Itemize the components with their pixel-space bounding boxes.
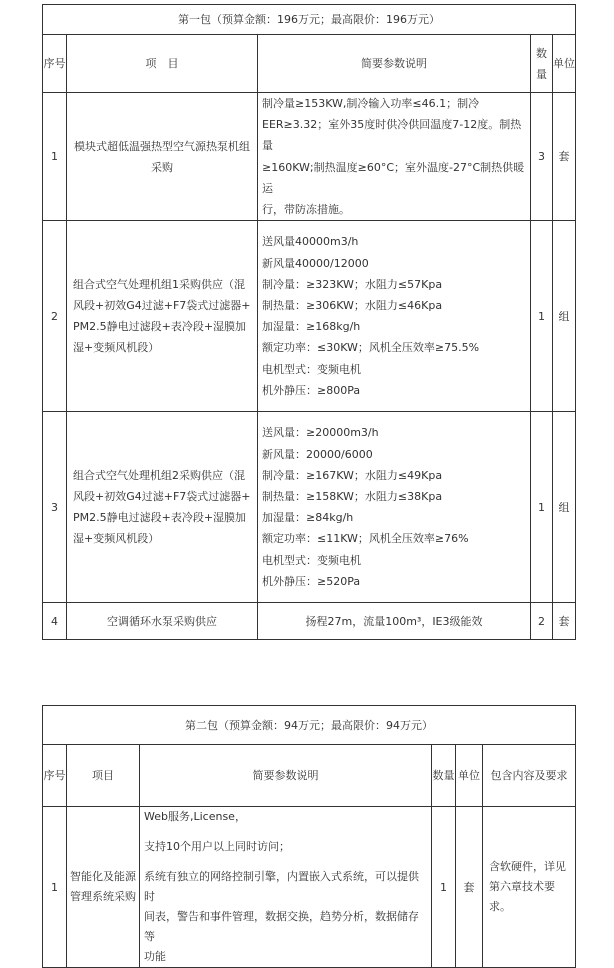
row-unit: 套	[553, 93, 576, 221]
param-line: 送风量40000m3/h	[262, 235, 359, 249]
row-item: 智能化及能源管理系统采购	[67, 807, 140, 968]
header-qty: 数量	[531, 35, 553, 93]
param-line: 支持10个用户以上同时访问；	[144, 840, 290, 853]
row-item: 模块式超低温强热型空气源热泵机组采购	[67, 93, 258, 221]
param-line: 间表，警告和事件管理，数据交换，趋势分析，数据储存等	[144, 910, 419, 943]
package2-title: 第二包（预算金额：94万元；最高限价：94万元）	[43, 706, 576, 745]
param-line: ≥160KW;制热温度≥60°C；室外温度-27°C制热供暖运	[262, 160, 525, 195]
param-line: 额定功率：≤11KW；风机全压效率≥76%	[262, 532, 469, 546]
table-row	[43, 603, 576, 640]
param-line: 额定功率：≤30KW；风机全压效率≥75.5%	[262, 341, 480, 355]
row-seq: 1	[43, 807, 67, 968]
header-unit: 单位	[456, 745, 483, 807]
param-line: 加湿量：≥84kg/h	[262, 511, 354, 525]
row-qty: 3	[531, 93, 553, 221]
row-seq: 4	[43, 603, 67, 640]
row-params	[258, 93, 531, 221]
param-line: 加湿量：≥168kg/h	[262, 320, 361, 334]
param-line: 行，带防冻措施。	[262, 203, 350, 217]
header-item: 项 目	[67, 35, 258, 93]
package2-table	[42, 705, 576, 968]
header-seq: 序号	[43, 745, 67, 807]
row-item: 组合式空气处理机组1采购供应（混风段+初效G4过滤+F7袋式过滤器+PM2.5静电过滤段+表冷段+湿膜加湿+变频风机段）	[67, 221, 258, 412]
row-unit: 套	[456, 807, 483, 968]
header-params: 简要参数说明	[258, 35, 531, 93]
param-line: 新风量40000/12000	[262, 256, 369, 270]
row-qty: 1	[531, 221, 553, 412]
param-line: 制热量：≥306KW；水阻力≤46Kpa	[262, 299, 443, 313]
header-params: 简要参数说明	[140, 745, 432, 807]
table-row	[43, 221, 576, 412]
row-params	[258, 603, 531, 640]
row-item: 组合式空气处理机组2采购供应（混风段+初效G4过滤+F7袋式过滤器+PM2.5静电过滤段+表冷段+湿膜加湿+变频风机段）	[67, 412, 258, 603]
row-seq: 2	[43, 221, 67, 412]
row-params	[258, 412, 531, 603]
row-include: 含软硬件，详见第六章技术要求。	[483, 807, 576, 968]
param-line: 电机型式：变频电机	[262, 362, 361, 376]
header-unit: 单位	[553, 35, 576, 93]
param-line: Web服务,License，	[144, 810, 246, 823]
param-line: 制冷量：≥323KW；水阻力≤57Kpa	[262, 277, 443, 291]
table-row	[43, 412, 576, 603]
param-line: 电机型式：变频电机	[262, 553, 361, 567]
header-qty: 数量	[432, 745, 456, 807]
param-line: 制热量：≥158KW；水阻力≤38Kpa	[262, 490, 443, 504]
header-include: 包含内容及要求	[483, 745, 576, 807]
row-unit: 组	[553, 412, 576, 603]
param-line: 扬程27m，流量100m³，IE3级能效	[305, 614, 483, 628]
param-line: 制冷量：≥167KW；水阻力≤49Kpa	[262, 468, 443, 482]
param-line: 新风量：20000/6000	[262, 447, 373, 461]
row-unit: 套	[553, 603, 576, 640]
row-unit: 组	[553, 221, 576, 412]
param-line: 功能	[144, 950, 166, 963]
header-seq: 序号	[43, 35, 67, 93]
row-qty: 1	[531, 412, 553, 603]
param-line: 机外静压：≥800Pa	[262, 383, 361, 397]
param-line: 制冷量≥153KW,制冷输入功率≤46.1；制冷	[262, 97, 480, 110]
row-params	[258, 221, 531, 412]
row-seq: 1	[43, 93, 67, 221]
table-row	[43, 93, 576, 221]
row-params	[140, 807, 432, 968]
param-line: EER≥3.32；室外35度时供冷供回温度7-12度。制热量	[262, 118, 522, 153]
row-seq: 3	[43, 412, 67, 603]
header-item: 项目	[67, 745, 140, 807]
row-item: 空调循环水泵采购供应	[67, 603, 258, 640]
row-qty: 1	[432, 807, 456, 968]
param-line: 系统有独立的网络控制引擎，内置嵌入式系统，可以提供时	[144, 870, 419, 903]
package1-table	[42, 4, 576, 640]
package1-title: 第一包（预算金额：196万元；最高限价：196万元）	[43, 5, 576, 35]
param-line: 送风量：≥20000m3/h	[262, 426, 379, 440]
row-qty: 2	[531, 603, 553, 640]
param-line: 机外静压：≥520Pa	[262, 574, 361, 588]
table-row	[43, 807, 576, 968]
